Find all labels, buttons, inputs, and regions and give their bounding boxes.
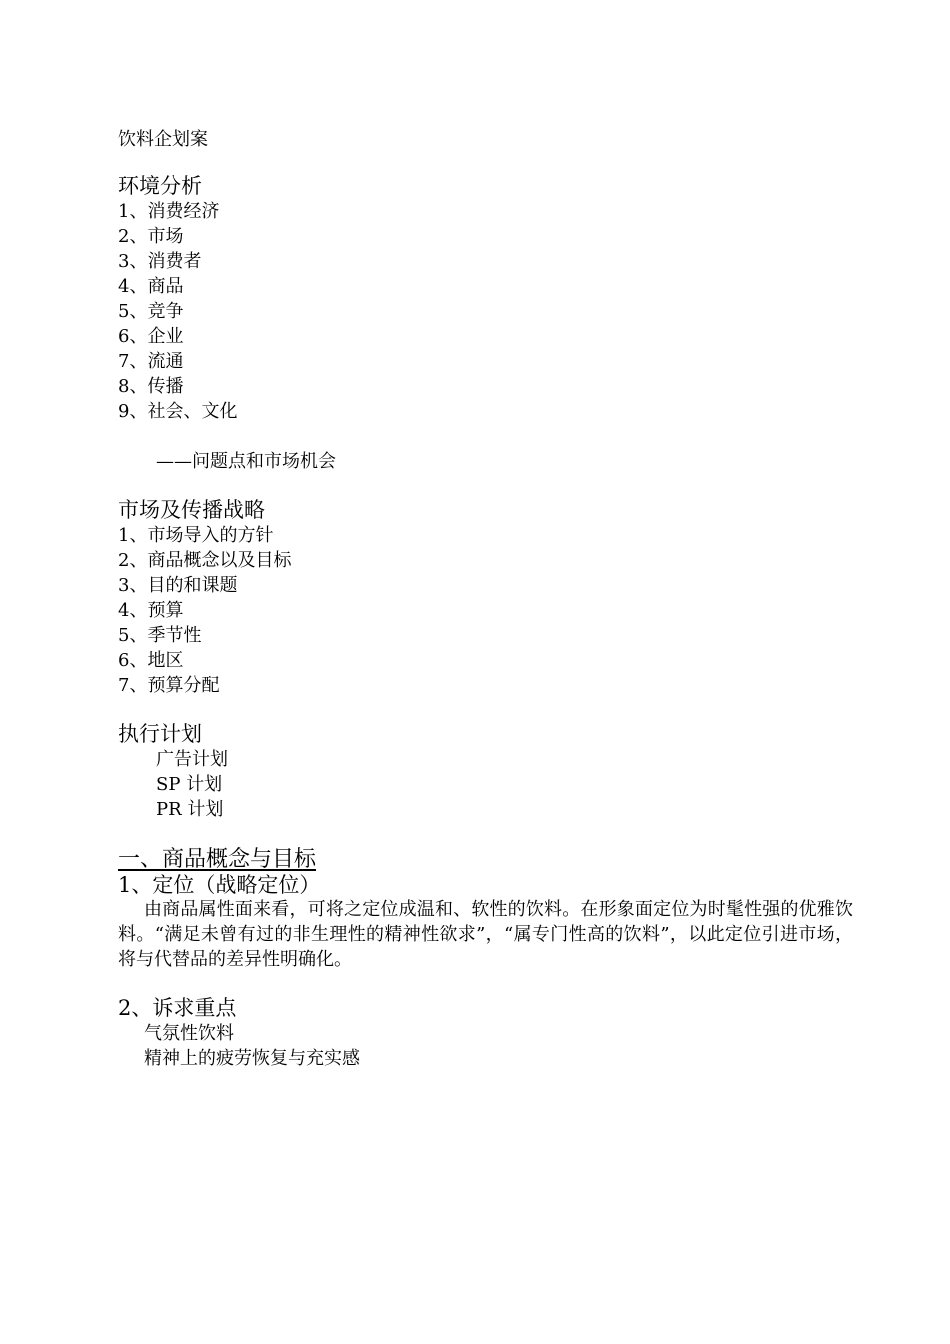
exec-heading: 执行计划 (118, 722, 202, 746)
exec-list (156, 747, 228, 822)
positioning-paragraph: 由商品属性面来看，可将之定位成温和、软性的饮料。在形象面定位为时髦性强的优雅饮料。“满足未曾有过的非生理性的精神性欲求”，“属专门性高的饮料”，以此定位引进市场，将与代替品的差异性明确化。 (118, 899, 853, 970)
market-list (118, 523, 291, 698)
list-item: 6、企业 (118, 326, 184, 347)
list-item: 8、传播 (118, 376, 184, 397)
market-heading: 市场及传播战略 (118, 498, 265, 522)
list-item: 7、预算分配 (118, 675, 220, 696)
env-note: ——问题点和市场机会 (156, 451, 336, 472)
list-item: 1、市场导入的方针 (118, 525, 274, 546)
list-item: 5、竞争 (118, 301, 184, 322)
appeal-heading: 2、诉求重点 (118, 996, 237, 1020)
list-item: 3、消费者 (118, 251, 202, 272)
list-item: SP 计划 (156, 774, 223, 795)
list-item: 1、消费经济 (118, 201, 220, 222)
list-item: 9、社会、文化 (118, 401, 238, 422)
list-item: 4、预算 (118, 600, 184, 621)
list-item: 4、商品 (118, 276, 184, 297)
list-item: 广告计划 (156, 749, 228, 770)
list-item: 精神上的疲劳恢复与充实感 (144, 1048, 360, 1069)
document-title: 饮料企划案 (118, 129, 208, 150)
list-item: 7、流通 (118, 351, 184, 372)
appeal-list (144, 1021, 360, 1071)
env-heading: 环境分析 (118, 174, 202, 198)
list-item: 气氛性饮料 (144, 1023, 234, 1044)
list-item: 6、地区 (118, 650, 184, 671)
list-item: 3、目的和课题 (118, 575, 238, 596)
list-item: 5、季节性 (118, 625, 202, 646)
list-item: PR 计划 (156, 799, 224, 820)
env-list (118, 199, 237, 424)
concept-heading: 一、商品概念与目标 (118, 847, 317, 872)
list-item: 2、市场 (118, 226, 184, 247)
positioning-heading: 1、定位（战略定位） (118, 873, 321, 897)
list-item: 2、商品概念以及目标 (118, 550, 292, 571)
